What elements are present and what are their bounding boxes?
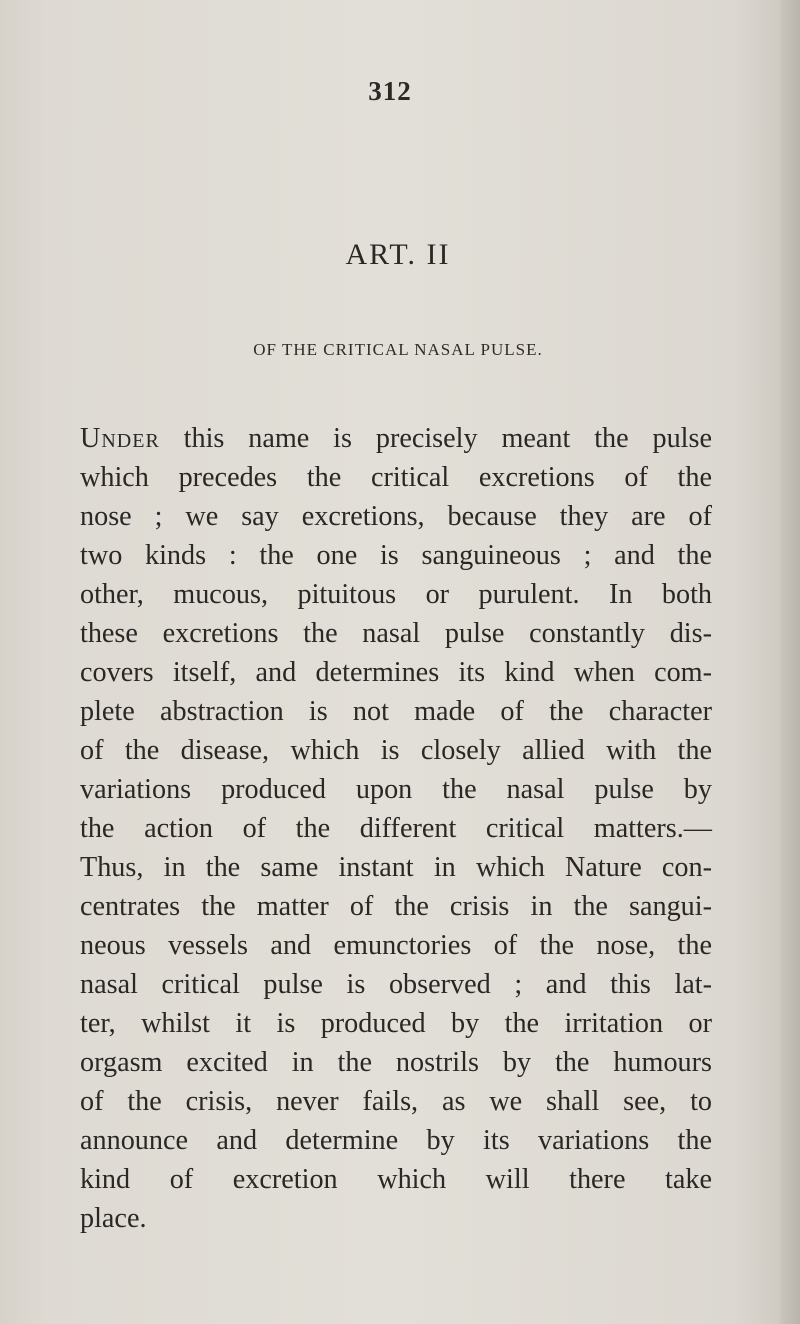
text-line: which precedes the critical excretions of the xyxy=(80,462,712,493)
text-line: place. xyxy=(80,1203,147,1234)
text-line: nose ; we say excretions, because they are of xyxy=(80,501,712,532)
text-line: of the disease, which is closely allied with the xyxy=(80,735,712,766)
text-line: Under this name is precisely meant the pulse xyxy=(80,423,712,454)
text-line: these excretions the nasal pulse constantly dis- xyxy=(80,618,712,649)
text-line: the action of the different critical matters.— xyxy=(80,813,712,844)
text-line: neous vessels and emunctories of the nose, the xyxy=(80,930,712,961)
text-line: of the crisis, never fails, as we shall see, to xyxy=(80,1086,712,1117)
section-subheading: OF THE CRITICAL NASAL PULSE. xyxy=(253,340,543,359)
page-edge xyxy=(780,0,800,1324)
page-number: 312 xyxy=(368,76,412,106)
text-line: Thus, in the same instant in which Nature con- xyxy=(80,852,712,883)
text-line: variations produced upon the nasal pulse by xyxy=(80,774,712,805)
text-line: orgasm excited in the nostrils by the humours xyxy=(80,1047,712,1078)
text-line: announce and determine by its variations the xyxy=(80,1125,712,1156)
text-line: plete abstraction is not made of the character xyxy=(80,696,712,727)
lead-word: Under xyxy=(80,423,160,454)
text-line: centrates the matter of the crisis in the sangui- xyxy=(80,891,712,922)
body-paragraph xyxy=(80,419,712,1238)
text-line: covers itself, and determines its kind when com- xyxy=(80,657,712,688)
article-heading: ART. II xyxy=(345,238,451,271)
text-line: nasal critical pulse is observed ; and this lat- xyxy=(80,969,712,1000)
text-line: other, mucous, pituitous or purulent. In both xyxy=(80,579,712,610)
text-line: two kinds : the one is sanguineous ; and the xyxy=(80,540,712,571)
text-line: kind of excretion which will there take xyxy=(80,1164,712,1195)
text-line: ter, whilst it is produced by the irritation or xyxy=(80,1008,712,1039)
